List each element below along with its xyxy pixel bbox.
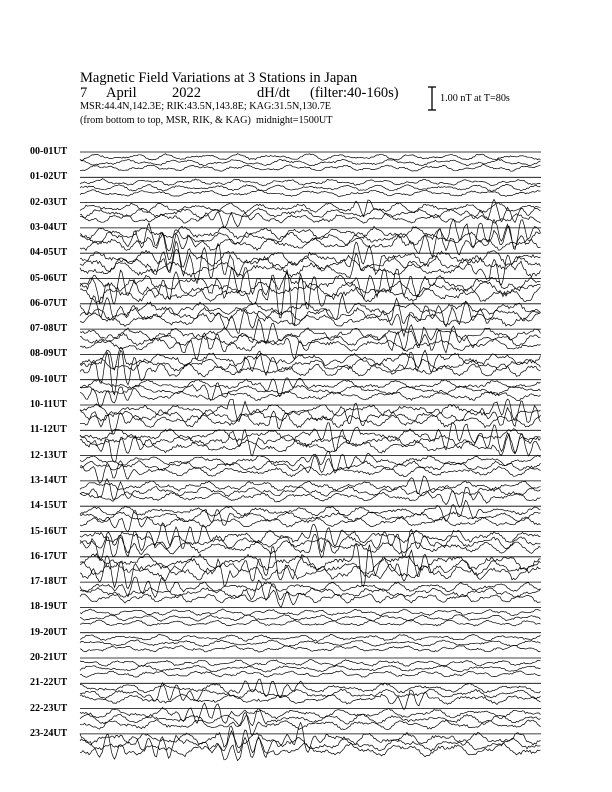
date-month: April (106, 85, 137, 101)
station-trace-rik (80, 683, 541, 701)
station-trace-msr (80, 620, 541, 626)
station-trace-rik (80, 270, 541, 304)
date-day: 7 (80, 85, 88, 101)
row-label: 02-03UT (30, 196, 68, 208)
row-label: 04-05UT (30, 247, 68, 259)
station-trace-msr (80, 590, 541, 608)
station-trace-msr (80, 190, 541, 197)
station-trace-kag (80, 476, 541, 493)
station-trace-msr (80, 434, 541, 463)
station-trace-msr (80, 534, 541, 560)
row-label: 05-06UT (30, 272, 68, 284)
row-label: 10-11UT (30, 399, 67, 410)
row-label: 01-02UT (30, 171, 68, 183)
date-year: 2022 (172, 85, 201, 101)
station-trace-rik (80, 615, 541, 622)
trace-group (80, 152, 541, 761)
row-label: 16-17UT (30, 550, 68, 562)
station-trace-msr (80, 309, 541, 336)
station-trace-rik (80, 640, 541, 647)
row-label: 17-18UT (30, 576, 68, 588)
station-trace-rik (80, 298, 541, 326)
row-label: 11-12UT (30, 424, 67, 436)
row-label: 23-24UT (30, 727, 68, 739)
station-trace-rik (80, 425, 541, 456)
station-trace-rik (80, 159, 541, 166)
station-trace-kag (80, 577, 541, 598)
station-trace-msr (80, 461, 541, 484)
station-trace-msr (80, 487, 541, 507)
station-trace-rik (80, 665, 541, 672)
row-label: 08-09UT (30, 348, 68, 360)
quantity-label: dH/dt (257, 85, 291, 101)
row-label: 13-14UT (30, 474, 68, 486)
row-label: 22-23UT (30, 702, 68, 714)
row-label: 20-21UT (30, 652, 68, 663)
filter-label: (filter:40-160s) (310, 85, 399, 101)
station-trace-rik (80, 184, 541, 191)
station-trace-msr (80, 556, 541, 589)
row-label: 06-07UT (30, 297, 68, 309)
station-order-note: (from bottom to top, MSR, RIK, & KAG) midnight=1500UT (80, 115, 333, 126)
scale-label: 1.00 nT at T=80s (440, 93, 510, 104)
row-label: 07-08UT (30, 323, 68, 335)
station-trace-kag (80, 609, 541, 616)
station-trace-msr (80, 671, 541, 678)
station-trace-kag (80, 723, 541, 753)
page-title: Magnetic Field Variations at 3 Stations in Japan (80, 70, 358, 86)
station-trace-kag (80, 703, 541, 723)
row-label: 15-16UT (30, 525, 68, 537)
station-trace-kag (80, 295, 541, 320)
station-trace-rik (80, 510, 541, 526)
station-trace-kag (80, 154, 541, 161)
row-label: 21-22UT (30, 677, 68, 689)
station-trace-msr (80, 645, 541, 652)
row-label: 18-19UT (30, 601, 68, 613)
station-trace-kag (80, 634, 541, 641)
row-label: 09-10UT (30, 373, 68, 385)
row-label: 00-01UT (30, 146, 68, 157)
row-label: 03-04UT (30, 221, 68, 233)
scale-bar (428, 87, 436, 110)
row-label: 12-13UT (30, 449, 68, 461)
station-trace-kag (80, 378, 541, 397)
station-trace-msr (80, 690, 541, 710)
station-trace-kag (80, 660, 541, 667)
row-label: 19-20UT (30, 626, 68, 638)
station-coordinates: MSR:44.4N,142.3E; RIK:43.5N,143.8E; KAG:31.5N,130.7E (80, 101, 332, 112)
row-label: 14-15UT (30, 500, 68, 512)
station-trace-msr (80, 212, 541, 228)
station-trace-msr (80, 253, 541, 285)
